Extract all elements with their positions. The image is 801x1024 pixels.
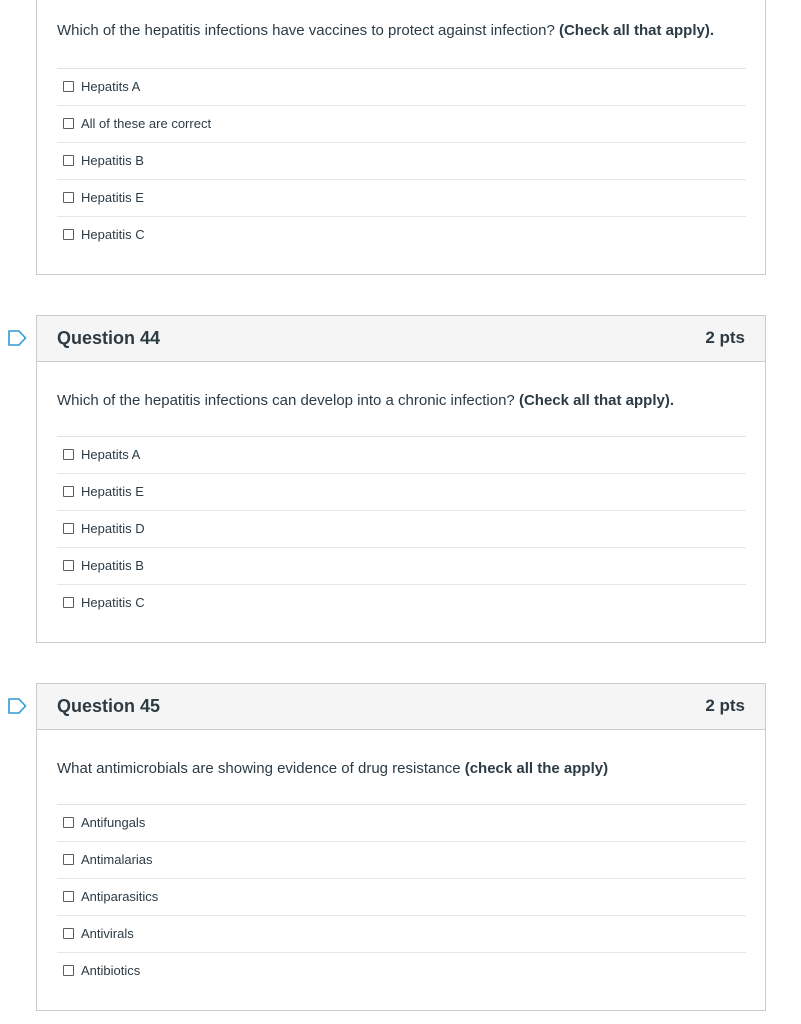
question-title: Question 45 [57, 696, 161, 716]
checkbox-icon[interactable] [63, 854, 74, 865]
checkbox-icon[interactable] [63, 523, 74, 534]
checkbox-icon[interactable] [63, 965, 74, 976]
question-45 [36, 683, 766, 1011]
checkbox-icon[interactable] [63, 597, 74, 608]
answer-option[interactable]: Hepatits A [57, 436, 746, 473]
bookmark-flag-icon[interactable] [8, 330, 27, 346]
answer-option[interactable]: Hepatits A [57, 68, 746, 105]
bookmark-flag-icon[interactable] [8, 698, 27, 714]
answer-option[interactable]: Hepatitis E [57, 473, 746, 510]
checkbox-icon[interactable] [63, 891, 74, 902]
question-points: 2 pts [705, 328, 745, 347]
answer-option[interactable]: Antivirals [57, 915, 746, 952]
checkbox-icon[interactable] [63, 229, 74, 240]
checkbox-icon[interactable] [63, 817, 74, 828]
question-title: Question 44 [57, 328, 161, 348]
answer-option[interactable]: Antifungals [57, 804, 746, 841]
question-text: What antimicrobials are showing evidence of drug resistance (check all the apply) [57, 760, 609, 777]
checkbox-icon[interactable] [63, 928, 74, 939]
checkbox-icon[interactable] [63, 486, 74, 497]
answer-option[interactable]: Antimalarias [57, 841, 746, 878]
question-points: 2 pts [705, 696, 745, 715]
answer-option[interactable]: Hepatitis E [57, 179, 746, 216]
question-header [37, 684, 765, 730]
answer-list [57, 68, 746, 253]
checkbox-icon[interactable] [63, 81, 74, 92]
checkbox-icon[interactable] [63, 192, 74, 203]
answer-option[interactable]: Hepatitis C [57, 584, 746, 621]
answer-option[interactable]: All of these are correct [57, 105, 746, 142]
checkbox-icon[interactable] [63, 449, 74, 460]
checkbox-icon[interactable] [63, 118, 74, 129]
answer-list [57, 436, 746, 621]
answer-option[interactable]: Hepatitis B [57, 142, 746, 179]
answer-option[interactable]: Hepatitis B [57, 547, 746, 584]
question-header [37, 316, 765, 362]
question-text: Which of the hepatitis infections can develop into a chronic infection? (Check all that apply). [57, 392, 674, 409]
answer-option[interactable]: Antibiotics [57, 952, 746, 989]
checkbox-icon[interactable] [63, 560, 74, 571]
answer-option[interactable]: Hepatitis D [57, 510, 746, 547]
answer-list [57, 804, 746, 989]
answer-option[interactable]: Hepatitis C [57, 216, 746, 253]
answer-option[interactable]: Antiparasitics [57, 878, 746, 915]
question-43 [36, 0, 766, 275]
checkbox-icon[interactable] [63, 155, 74, 166]
question-44 [36, 315, 766, 643]
question-text: Which of the hepatitis infections have vaccines to protect against infection? (Check all that apply). [57, 22, 714, 39]
